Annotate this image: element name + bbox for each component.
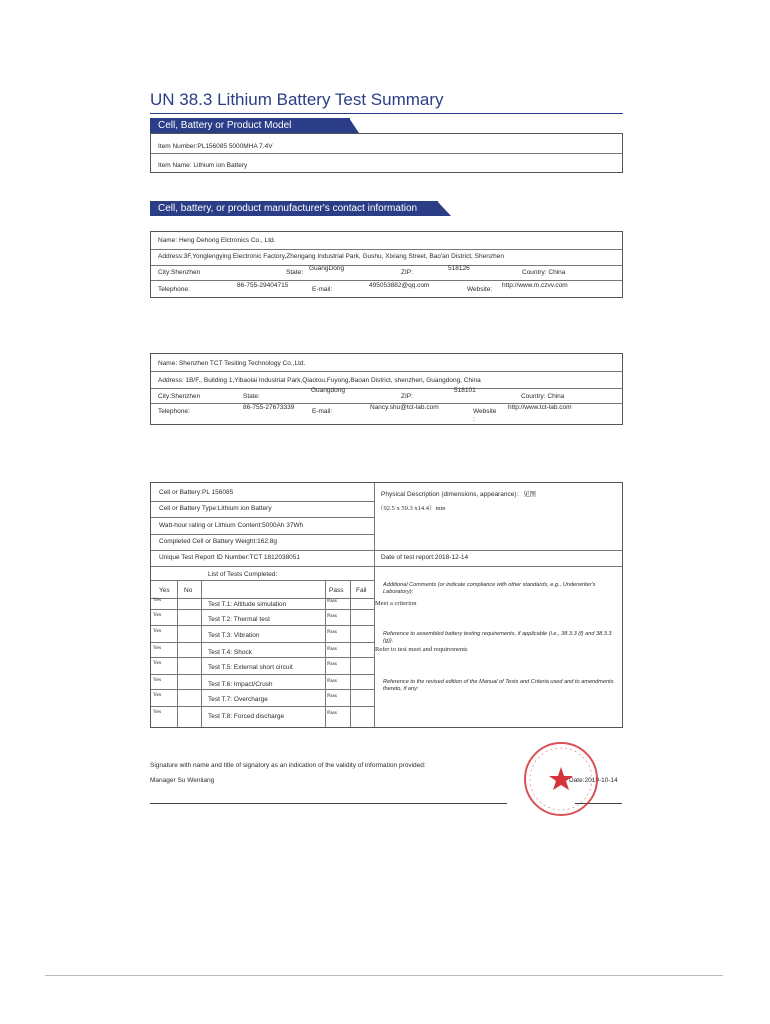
test-yes-mark: Yes [153,709,162,715]
test-yes-mark: Yes [153,660,162,666]
banner-label: Cell, battery, or product manufacturer's contact information [158,203,418,214]
divider [151,280,622,281]
battery-weight: Completed Cell or Battery Weight:162.8g [159,538,278,545]
manufacturer-email: 495053882@qq.com [369,282,430,289]
test-yes-mark: Yes [153,692,162,698]
divider [151,265,622,266]
meet-criterion: Meet a criterion [375,600,417,607]
test-result: Pass [327,710,337,716]
company-seal [522,740,600,818]
manufacturer-state: GuangDong [309,265,345,272]
website-label: Website: [467,286,493,293]
divider [151,371,622,372]
cell-summary-box [150,482,623,728]
divider [151,642,374,643]
signature-statement: Signature with name and title of signatory as an indication of the validity of information provided: [150,762,426,769]
test-yes-mark: Yes [153,597,162,603]
test-result: Pass [327,678,337,684]
title-underline [150,113,623,114]
header-fail: Fail [356,587,367,594]
signature-date: Date:2019-10-14 [569,777,618,784]
test-yes-mark: Yes [153,677,162,683]
header-pass: Pass [329,587,344,594]
test-lab-box [150,353,623,425]
divider [151,517,374,518]
divider [151,534,374,535]
website-label: Website [473,408,497,415]
manufacturer-country: Country: China [522,269,566,276]
cell-type: Cell or Battery Type:Lithium ion Battery [159,505,272,512]
reference-revised: Reference to the revised edition of the Manual of Tests and Criteria used and to amendments thereto, if any: [383,679,614,692]
refer-test: Refer to test meet and requirements [375,646,468,653]
dimensions: （92.5 x 59.3 x14.4）mm [377,505,446,512]
lab-state: Guangdong [311,387,345,394]
lab-name: Name: Shenzhen TCT Tesiting Technology Co.,Ltd. [158,360,306,367]
cell-battery: Cell or Battery:PL 156085 [159,489,234,496]
test-yes-mark: Yes [153,645,162,651]
item-number: Item Number:PL156085 5000MHA 7.4V [158,143,273,150]
banner-arrow [437,201,451,216]
physical-description: Physical Description (dimensions, appearance)：见图 [381,491,536,498]
lab-website: http://www.tct-lab.com [508,404,572,411]
test-result: Pass [327,646,337,652]
divider [151,609,374,610]
divider [151,674,374,675]
test-name: Test T.8: Forced discharge [208,713,285,720]
divider [151,625,374,626]
email-label: E-mail: [312,286,333,293]
state-label: State: [243,393,260,400]
item-name: Item Name: Lithium ion Battery [158,162,248,169]
lab-country: Country: China [521,393,565,400]
test-name: Test T.3: Vibration [208,632,260,639]
state-label: State: [286,269,303,276]
test-name: Test T.7: Overcharge [208,696,268,703]
manufacturer-name: Name: Heng Dehong Elctronics Co., Ltd. [158,237,276,244]
lab-telephone: 86-755-27673339 [243,404,295,411]
section-banner-manufacturer [150,201,438,216]
divider [151,580,374,581]
divider [151,249,622,250]
manufacturer-city: City:Shenzhen [158,269,201,276]
model-box [150,133,623,173]
telephone-label: Telephone: [158,286,190,293]
divider [151,153,622,154]
signature-line [150,803,507,804]
zip-label: ZIP: [401,393,413,400]
divider [151,566,622,567]
test-name: Test T.1: Altitude simulation [208,601,287,608]
signatory-name: Manager Su Wenliang [150,777,215,784]
test-result: Pass [327,661,337,667]
divider [151,598,374,599]
header-yes: Yes [159,587,170,594]
test-name: Test T.2: Thermal test [208,616,270,623]
lab-zip: 518101 [454,387,476,394]
test-yes-mark: Yes [153,612,162,618]
banner-arrow [349,118,359,133]
report-id: Unique Test Report ID Number:TCT 1812038051 [159,554,301,561]
test-result: Pass [327,693,337,699]
divider [151,657,374,658]
lab-city: City:Shenzhen [158,393,201,400]
zip-label: ZIP: [401,269,413,276]
page-title: UN 38.3 Lithium Battery Test Summary [150,90,444,109]
report-date: Date of test report:2018-12-14 [381,554,469,561]
section-banner-model [150,118,350,133]
telephone-label: Telephone: [158,408,190,415]
email-label: E-mail: [312,408,333,415]
lab-email: Nancy.shu@tct-lab.com [370,404,439,411]
footer-divider [45,975,723,976]
test-yes-mark: Yes [153,628,162,634]
manufacturer-box [150,231,623,298]
test-name: Test T.6: Impact/Crush [208,681,273,688]
test-result: Pass [327,613,337,619]
manufacturer-address: Address:3F,Yonglengying Electronic Factory,Zhengang Industrial Park, Gushu, Xixiang Street, Bao'an District, Shenzhen [158,253,504,260]
reference-assembled: Reference to assembled battery testing requirements, if applicable (i.e., 38.3.3 (f) and 38.3.3 (g)). [383,631,612,644]
lab-address: Address: 1B/F., Building 1,Yibaolai Industrial Park,Qiaotou,Fuyong,Baoan District, shenzhen, Guangdong, China [158,377,481,384]
header-no: No [184,587,193,594]
banner-label: Cell, Battery or Product Model [158,120,292,131]
divider [151,550,622,551]
website-colon: : [473,416,475,423]
test-result: Pass [327,598,337,604]
divider [151,501,374,502]
additional-comments: Additional Comments (or indicate compliance with other standards, e.g., Underwriter's Laboratory): [383,582,596,595]
test-name: Test T.4: Shock [208,649,252,656]
list-title: List of Tests Completed: [208,571,278,578]
manufacturer-zip: 518126 [448,265,470,272]
test-name: Test T.5: External short circuit [208,664,293,671]
divider [151,388,622,389]
manufacturer-telephone: 86-755-29404715 [237,282,289,289]
manufacturer-website: http://www.m.czvv.com [502,282,568,289]
test-result: Pass [327,629,337,635]
divider [151,689,374,690]
divider [151,706,374,707]
watt-hour-rating: Watt-hour rating or Lithium Content:5000Ah 37Wh [159,522,304,529]
